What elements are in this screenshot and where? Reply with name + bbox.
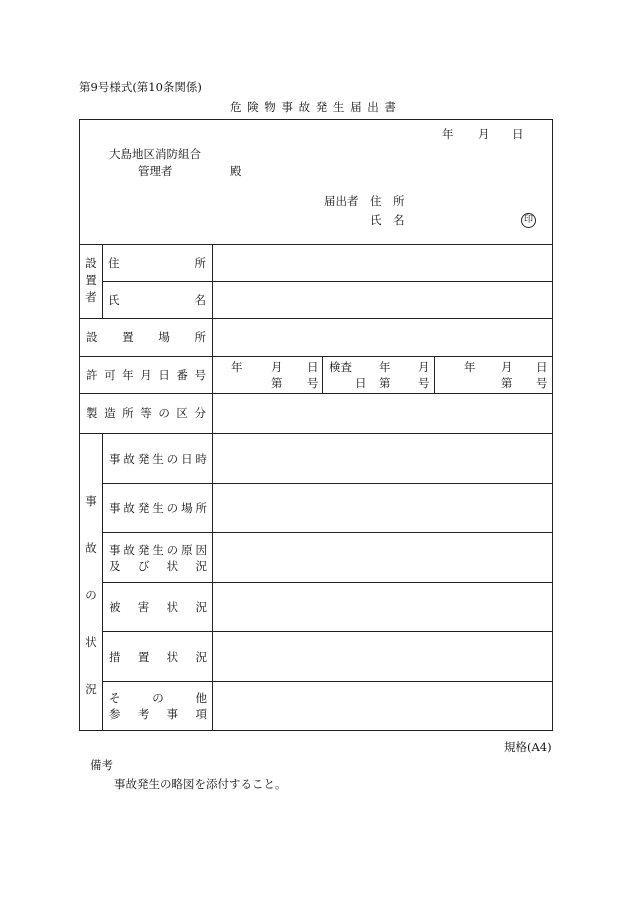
other-label: そ の 他 [109,691,207,705]
permit-label [86,368,206,382]
remarks-label: 備考 [90,758,113,772]
inspection-dai: 第 [379,376,391,390]
inspection-go: 号 [418,376,430,390]
third-dai: 第 [501,376,513,390]
row-divider [102,532,552,533]
accident-report-form [79,119,553,731]
permit-day: 日 [307,360,319,374]
addressee-title: 管理者 [138,164,173,178]
row-divider [80,318,552,319]
measures-status-label: 措 置 状 況 [109,650,207,664]
applicant-address-label: 住 所 [370,194,405,208]
accident-location-label: 事故発生の場所 [109,501,207,515]
inspection-year: 年 [379,360,391,374]
remarks-text: 事故発生の略図を添付すること。 [114,777,287,791]
col-divider [102,433,103,730]
row-divider [102,681,552,682]
accident-cause-label: 事故発生の原因 [109,543,207,557]
location-label [86,330,206,344]
classification-label [86,406,206,420]
third-month: 月 [501,360,513,374]
classification-text: 製造所等の区分 [86,406,206,420]
inspection-day: 日 [355,376,367,390]
honorific: 殿 [230,164,242,178]
form-title: 危 険 物 事 故 発 生 届 出 書 [230,100,397,114]
col-divider [434,356,435,393]
accident-situation-label: 及 び 状 況 [109,559,207,573]
inspection-month: 月 [418,360,430,374]
row-divider [102,582,552,583]
row-divider [80,244,552,245]
row-divider [80,393,552,394]
inspection-prefix: 検査 [329,360,352,374]
permit-go: 号 [307,376,319,390]
col-divider [322,356,323,393]
accident-group-label [84,478,98,713]
permit-text: 許可年月日番号 [86,368,206,382]
addressee-org: 大島地区消防組合 [109,147,201,161]
installer-address-text: 住 所 [108,256,206,270]
form-number: 第9号様式(第10条関係) [79,80,202,94]
installer-group-text: 設置者 [85,256,97,304]
damage-status-label: 被 害 状 況 [109,600,207,614]
seal-mark: 印 [521,213,536,228]
third-go: 号 [536,376,548,390]
permit-month: 月 [271,360,283,374]
applicant-label: 届出者 [324,194,359,208]
row-divider [102,483,552,484]
installer-group-label [84,255,98,306]
installer-name-text: 氏 名 [108,293,206,307]
col-divider [102,244,103,318]
reference-label: 参 考 事 項 [109,707,207,721]
row-divider [102,281,552,282]
accident-group-text: 事故の状況 [85,494,97,696]
third-day: 日 [536,360,548,374]
date-day: 日 [512,127,524,141]
date-month: 月 [478,127,490,141]
paper-size: 規格(A4) [504,740,552,754]
row-divider [102,631,552,632]
location-text: 設 置 場 所 [86,330,206,344]
date-year: 年 [442,127,454,141]
col-divider [212,244,213,730]
row-divider [80,433,552,434]
permit-dai: 第 [271,376,283,390]
applicant-name-label: 氏 名 [370,213,405,227]
installer-address-label [108,256,206,270]
accident-datetime-label: 事故発生の日時 [109,452,207,466]
permit-year: 年 [231,360,243,374]
third-year: 年 [464,360,476,374]
row-divider [80,356,552,357]
installer-name-label [108,293,206,307]
